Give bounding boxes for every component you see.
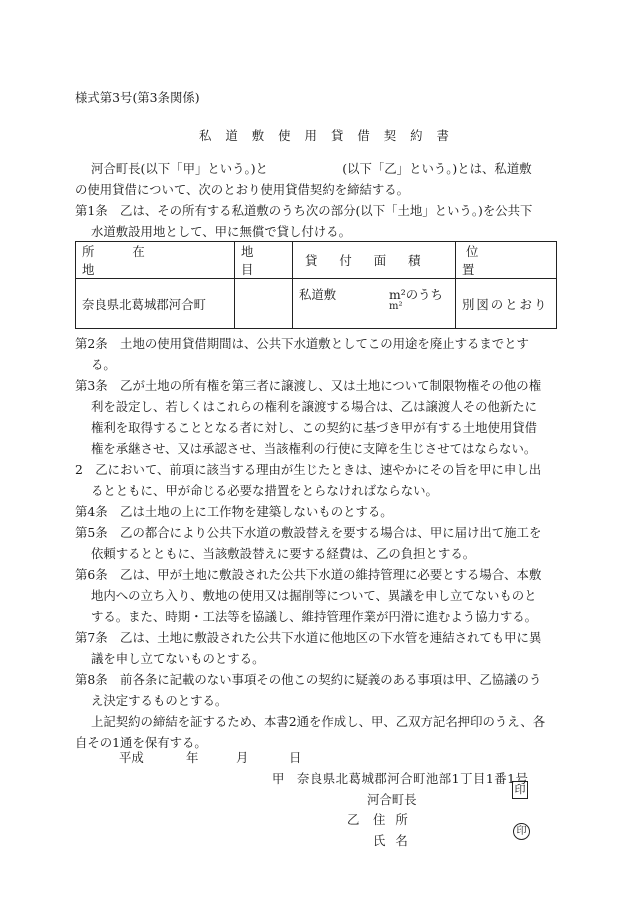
party-b-address-label: 住所 bbox=[373, 812, 418, 827]
date-month: 月 bbox=[236, 750, 249, 765]
party-b-label: 乙 bbox=[347, 812, 360, 827]
party-b-name-label: 氏名 bbox=[373, 833, 418, 848]
party-a-title: 河合町長 bbox=[367, 792, 417, 807]
closing-line: 上記契約の締結を証するため、本書2通を作成し、甲、乙双方記名押印のうえ、各 bbox=[91, 714, 546, 729]
cell-category bbox=[235, 279, 293, 329]
header-position bbox=[456, 242, 557, 279]
article-line: 第3条 乙が土地の所有権を第三者に譲渡し、又は土地について制限物権その他の権 bbox=[75, 378, 542, 393]
header-area-label: 貸付面積 bbox=[305, 253, 443, 268]
header-area bbox=[293, 242, 456, 279]
land-table bbox=[75, 241, 557, 329]
closing-line: 自その1通を保有する。 bbox=[75, 735, 207, 750]
article-line: する。また、時期・工法等を協議し、維持管理作業が円滑に進むよう協力する。 bbox=[91, 609, 538, 624]
header-location bbox=[76, 242, 235, 279]
article-line: 2 乙において、前項に該当する理由が生じたときは、速やかにその旨を甲に申し出 bbox=[75, 462, 542, 477]
preamble-line: 河合町長(以下「甲」という。)と (以下「乙」という。)とは、私道敷 bbox=[91, 161, 532, 176]
header-location-label: 所在地 bbox=[82, 244, 183, 277]
article-line: 利を設定し、若しくはこれらの権利を譲渡する場合は、乙は譲渡人その他新たに bbox=[91, 399, 538, 414]
party-b-seal: 印 bbox=[513, 823, 530, 840]
article-line: 権を承継させ、又は承認させ、当該権利の行使に支障を生じさせてはならない。 bbox=[91, 441, 537, 456]
article-line: 第8条 前各条に記載のない事項その他この契約に疑義のある事項は甲、乙協議のう bbox=[75, 672, 542, 687]
date-day: 日 bbox=[289, 750, 302, 765]
article-line: 議を申し立てないものとする。 bbox=[91, 651, 265, 666]
article-line: 第6条 乙は、甲が土地に敷設された公共下水道の維持管理に必要とする場合、本敷 bbox=[75, 567, 542, 582]
article-line: 水道敷設用地として、甲に無償で貸し付ける。 bbox=[91, 224, 351, 239]
article-line: 第1条 乙は、その所有する私道敷のうち次の部分(以下「土地」という。)を公共下 bbox=[75, 203, 533, 218]
article-line: 依頼するとともに、当該敷設替えに要する経費は、乙の負担とする。 bbox=[91, 546, 476, 561]
article-line: 地内への立ち入り、敷地の使用又は掘削等について、異議を申し立てないものと bbox=[91, 588, 537, 603]
header-category-label: 地目 bbox=[241, 244, 272, 277]
article-line: 第2条 土地の使用貸借期間は、公共下水道敷としてこの用途を廃止するまでとす bbox=[75, 336, 529, 351]
header-category bbox=[235, 242, 293, 279]
party-a-label: 甲 bbox=[272, 771, 285, 786]
article-4: 第4条 乙は土地の上に工作物を建築しないものとする。 bbox=[75, 504, 393, 519]
article-line: 権利を取得することとなる者に対し、この契約に基づき甲が有する土地使用貸借 bbox=[91, 420, 538, 435]
area-type: 私道敷 bbox=[299, 287, 337, 302]
article-line: え決定するものとする。 bbox=[91, 693, 228, 708]
article-line: る。 bbox=[91, 357, 116, 372]
header-position-label: 位置 bbox=[462, 244, 513, 277]
document-title: 私道敷使用貸借契約書 bbox=[199, 128, 463, 143]
cell-position: 別図のとおり bbox=[456, 279, 557, 329]
party-a-address: 奈良県北葛城郡河合町池部1丁目1番1号 bbox=[297, 771, 529, 786]
party-a-seal: 印 bbox=[512, 781, 528, 799]
form-number: 様式第3号(第3条関係) bbox=[75, 90, 200, 105]
area-unit-1: m²のうち bbox=[389, 287, 443, 302]
article-line: 第7条 乙は、土地に敷設された公共下水道に他地区の下水管を連結されても甲に異 bbox=[75, 630, 542, 645]
cell-area bbox=[293, 279, 456, 329]
table-data-row bbox=[76, 279, 557, 329]
date-era: 平成 bbox=[119, 750, 144, 765]
article-line: るとともに、甲が命じる必要な措置をとらなければならない。 bbox=[91, 483, 438, 498]
date-year: 年 bbox=[186, 750, 199, 765]
preamble-line: の使用貸借について、次のとおり使用貸借契約を締結する。 bbox=[75, 182, 410, 197]
table-header-row bbox=[76, 242, 557, 279]
cell-location: 奈良県北葛城郡河合町 bbox=[76, 279, 235, 329]
area-unit-2: m² bbox=[389, 301, 403, 312]
article-line: 第5条 乙の都合により公共下水道の敷設替えを要する場合は、甲に届け出て施工を bbox=[75, 525, 542, 540]
